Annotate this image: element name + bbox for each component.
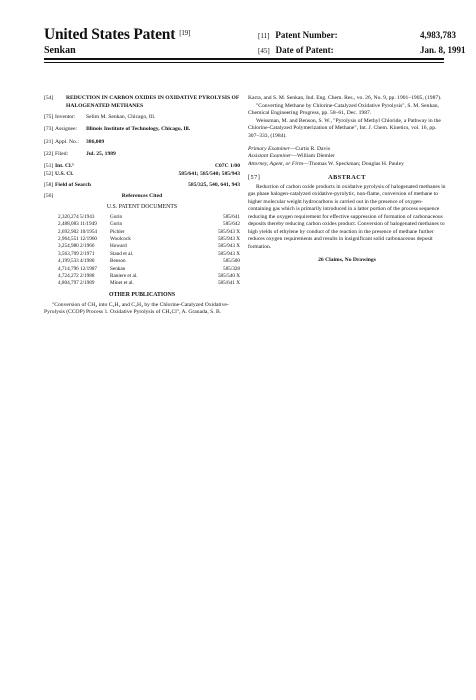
abstract-heading-row: [248, 174, 446, 182]
patent-name-cell: Senkan: [110, 265, 126, 272]
patent-class-cell: 585/500: [222, 258, 240, 265]
patent-date-cell: 5/1943: [80, 213, 95, 220]
patent-date-cell: 4/1980: [80, 258, 95, 265]
us-patent-row: [44, 214, 240, 221]
us-patents-table: [44, 214, 240, 288]
patent-name-cell: Gorin: [110, 221, 123, 228]
assignee-field: [44, 126, 240, 134]
patent-date-cell: 11/1949: [80, 221, 97, 228]
filed-label: Filed:: [55, 150, 69, 157]
patent-class-cell: 585/642: [222, 221, 240, 228]
claims-line: 26 Claims, No Drawings: [318, 257, 376, 264]
search-code: [58]: [44, 181, 54, 188]
refs-heading: References Cited: [121, 193, 163, 200]
attorney: Attorney, Agent, or Firm—Thomas W. Speckman; Douglas H. Pauley: [248, 160, 404, 167]
refs-field: [44, 193, 240, 201]
patent-date-cell: 12/1987: [80, 265, 98, 272]
patent-class-cell: 585/943 X: [217, 235, 240, 242]
appl-label: Appl. No.:: [55, 138, 79, 145]
title-field: [44, 95, 240, 110]
us-patent-row: [44, 258, 240, 265]
patent-name-cell: Staud et al.: [110, 250, 134, 257]
intcl-label: Int. Cl.⁵: [55, 163, 74, 170]
inventor-value: Selim M. Senkan, Chicago, Ill.: [86, 114, 156, 121]
date-line: [258, 45, 466, 55]
patent-number-line: [258, 30, 456, 40]
patent-name-cell: Minet et al.: [110, 280, 134, 287]
other-pub-left: "Conversion of CH₄ into C₂H₂ and C₂H₄ by the Chlorine-Catalyzed Oxidative-Pyrolysis (CCOP) Process 1. Oxidative Pyrolysis of CH₃Cl", A. Granada, S. B.: [44, 301, 229, 316]
examiners-block: [248, 146, 446, 169]
invention-title: REDUCTION IN CARBON OXIDES IN OXIDATIVE PYROLYSIS OF HALOGENATED METHANES: [66, 95, 240, 109]
assistant-examiner-name: William Diemler: [296, 153, 335, 160]
uscl-code: [52]: [44, 170, 54, 177]
patent-name-cell: Raniere et al.: [110, 272, 138, 279]
patent-number: 4,983,783: [420, 30, 456, 40]
patent-date: Jan. 8, 1991: [420, 45, 466, 55]
patent-name-cell: Woolcock: [110, 235, 131, 242]
right-column: [248, 95, 446, 265]
patent-date-cell: 2/1989: [80, 280, 95, 287]
abstract-code: [57]: [248, 174, 261, 182]
assistant-examiner: Assistant Examiner—William Diemler: [248, 153, 335, 160]
header-divider-thin: [44, 62, 444, 63]
us-patent-row: [44, 280, 240, 287]
patent-class-cell: 585/641: [222, 213, 240, 220]
header-inventor: Senkan: [44, 45, 76, 56]
other-pub-right-2: Weissman, M. and Benson, S. W., "Pyrolysis of Methyl Chloride, a Pathway in the Chlorine-Catalyzed Polymerization of Methane", Int. J. Chem. Kinetics, vol. 16, pp. 307–333, (1984).: [248, 117, 441, 139]
us-patent-row: [44, 243, 240, 250]
attorney-name: Thomas W. Speckman; Douglas H. Pauley: [308, 160, 404, 167]
patent-class-cell: 585/641 X: [217, 280, 240, 287]
left-column: [44, 95, 240, 317]
patent-name-cell: Pichler: [110, 228, 125, 235]
patent-class-cell: 585/943 X: [217, 250, 240, 257]
appl-value: 386,009: [86, 138, 105, 145]
us-patent-row: [44, 236, 240, 243]
primary-examiner: Primary Examiner—Curtis R. Davis: [248, 145, 331, 152]
patent-date-cell: 12/1960: [80, 235, 98, 242]
patent-date-cell: 2/1971: [80, 250, 95, 257]
refs-code: [56]: [44, 193, 54, 200]
patent-number-label: Patent Number:: [275, 30, 338, 40]
uscl-field: [44, 171, 240, 179]
patent-date-cell: 10/1954: [80, 228, 98, 235]
appl-field: [44, 139, 240, 147]
intcl-value: C07C 1/00: [214, 163, 240, 170]
patent-number-cell: 2,320,274: [58, 213, 79, 220]
filed-value: Jul. 25, 1989: [86, 150, 116, 157]
patent-date-cell: 2/1988: [80, 272, 95, 279]
search-label: Field of Search: [55, 181, 91, 188]
patent-class-cell: 585/943 X: [217, 228, 240, 235]
inventor-label: Inventor:: [55, 114, 76, 121]
patent-date-cell: 2/1966: [80, 243, 95, 250]
search-value: 585/325, 540, 641, 943: [188, 181, 240, 188]
patent-name-cell: Howard: [110, 243, 127, 250]
attorney-label: Attorney, Agent, or Firm: [248, 160, 304, 167]
inventor-field: [44, 114, 240, 122]
us-patent-row: [44, 251, 240, 258]
patent-number-cell: 4,804,797: [58, 280, 79, 287]
us-patent-row: [44, 221, 240, 228]
patent-number-cell: 2,488,083: [58, 221, 79, 228]
primary-examiner-name: Curtis R. Davis: [295, 145, 331, 152]
date-code: [45]: [258, 47, 270, 55]
assignee-value: Illinois Institute of Technology, Chicago, Ill.: [86, 126, 191, 133]
appl-code: [21]: [44, 138, 54, 145]
other-pub-right-1: "Converting Methane by Chlorine-Catalyzed Oxidative Pyrolysis", S. M. Senkan, Chemical Engineering Progress, pp. 58–61, Dec. 1987.: [248, 102, 439, 117]
us-patents-heading: U.S. PATENT DOCUMENTS: [106, 204, 178, 211]
us-patent-row: [44, 229, 240, 236]
us-patent-row: [44, 273, 240, 280]
filed-field: [44, 151, 240, 159]
patent-class-cell: 585/540 X: [217, 272, 240, 279]
abstract-body: Reduction of carbon oxide products in oxidative pyrolysis of halogenated methanes in gas phase halogen-catalyzed oxidative-pyrolytic, non-flame, conversion of methane to higher molecular weight hydrocarbons is carried out in the presence of oxygen-containing gas which is primarily introduced in a latter portion of the process sequence reducing the oxygen requirement for effective suppression of formation of carbonaceous deposits thereby reducing carbon oxides product. Conversion of halogenated methanes to high yields of ethylene by conduct of the reaction in the presence of methane further reduces oxygen requirements and results in insignificant solid carbonaceous deposit formation.: [248, 183, 446, 250]
patent-name-cell: Gorin: [110, 213, 123, 220]
patent-number-cell: 3,254,980: [58, 243, 79, 250]
assistant-examiner-label: Assistant Examiner: [248, 153, 292, 160]
patent-number-cell: 2,692,902: [58, 228, 79, 235]
patent-number-code: [11]: [258, 32, 270, 40]
abstract-heading: ABSTRACT: [328, 174, 366, 182]
title-code: [54]: [44, 95, 54, 101]
assignee-code: [73]: [44, 126, 54, 133]
uscl-value: 585/641; 585/540; 585/943: [178, 170, 240, 177]
patent-number-cell: 3,563,709: [58, 250, 79, 257]
patent-number-cell: 4,714,796: [58, 265, 79, 272]
us-patent-row: [44, 266, 240, 273]
assignee-label: Assignee:: [55, 126, 78, 133]
uscl-label: U.S. Cl.: [55, 170, 74, 177]
patent-header-title: [44, 26, 190, 44]
patent-number-cell: 4,724,272: [58, 272, 79, 279]
patent-number-cell: 4,199,533: [58, 258, 79, 265]
patent-number-cell: 2,964,551: [58, 235, 79, 242]
primary-examiner-label: Primary Examiner: [248, 145, 290, 152]
date-label: Date of Patent:: [275, 45, 334, 55]
other-pubs-heading: OTHER PUBLICATIONS: [108, 291, 176, 298]
intcl-field: [44, 163, 240, 171]
other-pub-right-0: Karra, and S. M. Senkan, Ind. Eng. Chem. Res., vo. 26, No. 9, pp. 1901–1905, (1987).: [248, 95, 442, 101]
patent-class-cell: 585/943 X: [217, 243, 240, 250]
patent-class-cell: 585/328: [222, 265, 240, 272]
header-divider-thick: [44, 58, 444, 60]
intcl-code: [51]: [44, 163, 54, 170]
patent-name-cell: Benson: [110, 258, 126, 265]
header-title-text: United States Patent: [44, 26, 176, 43]
header-title-code: [19]: [179, 29, 191, 37]
search-field: [44, 182, 240, 190]
inventor-code: [75]: [44, 114, 54, 121]
filed-code: [22]: [44, 150, 54, 157]
